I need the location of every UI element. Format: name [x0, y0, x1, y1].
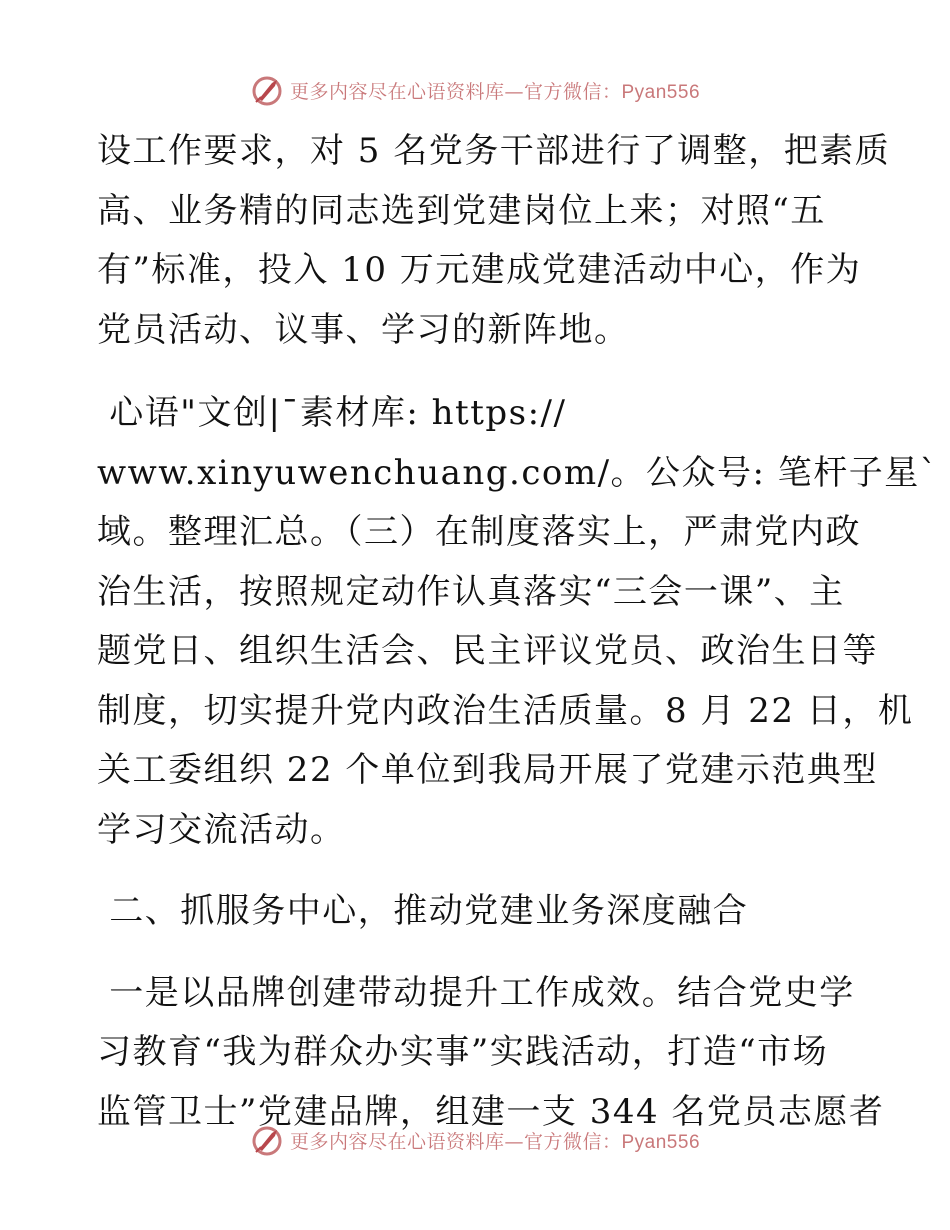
paragraph-spacer — [97, 942, 857, 964]
text-line: 高、业务精的同志选到党建岗位上来；对照“五 — [97, 190, 826, 231]
header-banner — [0, 70, 950, 110]
paragraph-1 — [97, 122, 891, 360]
paragraph-spacer — [97, 360, 857, 384]
text-line: 有”标准，投入 10 万元建成党建活动中心，作为 — [97, 250, 862, 290]
pen-nib-logo-icon — [250, 73, 284, 107]
pen-nib-logo-icon — [250, 1123, 284, 1157]
text-line: 一是以品牌创建带动提升工作成效。结合党史学 — [97, 972, 855, 1013]
banner-wechat-id: Pyan556 — [621, 81, 701, 103]
banner-main-text: 更多内容尽在心语资料库—官方微信： — [289, 1130, 622, 1153]
text-line: 题党日、组织生活会、民主评议党员、政治生日等 — [97, 631, 878, 671]
footer-banner — [0, 1120, 950, 1160]
banner-wechat-id: Pyan556 — [621, 1131, 701, 1153]
text-line: 心语"文创|¯素材库: https:// — [97, 393, 567, 433]
banner-main-text: 更多内容尽在心语资料库—官方微信： — [289, 80, 622, 103]
paragraph-2 — [97, 384, 939, 860]
text-line: www.xinyuwenchuang.com/。公众号: 笔杆子星` — [97, 452, 939, 493]
text-line: 习教育“我为群众办实事”实践活动，打造“市场 — [97, 1032, 829, 1072]
banner-text — [290, 77, 700, 104]
text-line: 党员活动、议事、学习的新阵地。 — [97, 309, 630, 350]
banner-text — [290, 1127, 700, 1154]
section-heading: 二、抓服务中心，推动党建业务深度融合 — [97, 891, 749, 931]
text-line: 关工委组织 22 个单位到我局开展了党建示范典型 — [97, 750, 878, 790]
text-line: 治生活，按照规定动作认真落实“三会一课”、主 — [97, 571, 845, 612]
document-body — [97, 122, 939, 1142]
text-line: 制度，切实提升党内政治生活质量。8 月 22 日，机 — [97, 690, 914, 731]
text-line: 设工作要求，对 5 名党务干部进行了调整，把素质 — [97, 131, 891, 171]
paragraph-spacer — [97, 860, 857, 882]
text-line: 域。整理汇总。（三）在制度落实上，严肃党内政 — [97, 512, 861, 552]
text-line: 学习交流活动。 — [97, 809, 346, 850]
paragraph-3 — [97, 964, 885, 1143]
text-line: 监管卫士”党建品牌，组建一支 344 名党员志愿者 — [97, 1091, 885, 1132]
